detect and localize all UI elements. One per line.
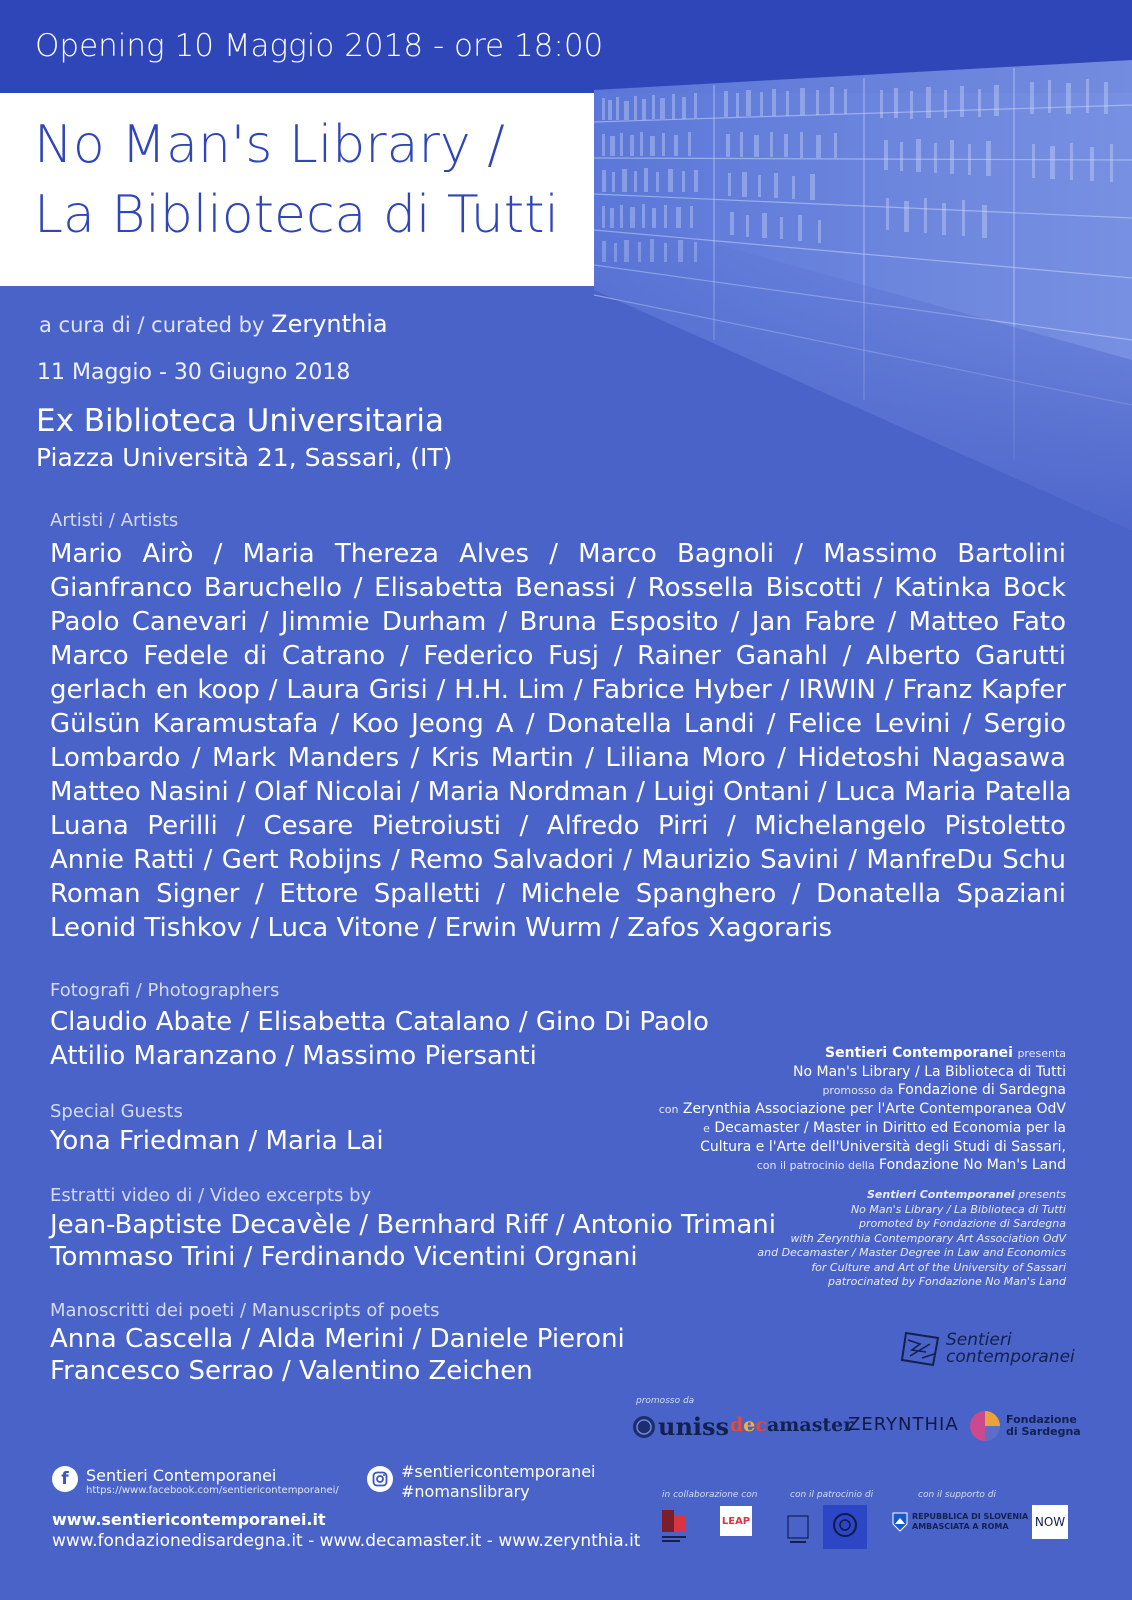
credits-english: Sentieri Contemporanei presents No Man's Library / La Biblioteca di Tutti promoted by Fondazione di Sardegna with Zerynthia Contemporary Art Association OdV and Decamaster / Master Degree in Law and Economics for Culture and Art of the University of Sassari patrocinated by Fondazione No Man's Land xyxy=(757,1188,1066,1288)
video-label: Estratti video di / Video excerpts by xyxy=(50,1185,372,1206)
artists-label: Artisti / Artists xyxy=(50,510,179,531)
guests-label: Special Guests xyxy=(50,1101,183,1122)
photographers-line: Claudio Abate / Elisabetta Catalano / Gino Di Paolo xyxy=(50,1007,709,1037)
artist-line: Leonid Tishkov / Luca Vitone / Erwin Wurm / Zafos Xagoraris xyxy=(50,913,833,943)
artist-line: Gülsün Karamustafa / Koo Jeong A / Donatella Landi / Felice Levini / Sergio xyxy=(50,709,1066,739)
photographers-label: Fotografi / Photographers xyxy=(50,980,280,1001)
instagram-tag[interactable]: #nomanslibrary xyxy=(401,1482,530,1501)
venue-name: Ex Biblioteca Universitaria xyxy=(36,403,445,439)
title-box xyxy=(0,93,594,286)
artist-line: Mario Airò / Maria Thereza Alves / Marco Bagnoli / Massimo Bartolini xyxy=(50,539,1066,569)
artist-line: Gianfranco Baruchello / Elisabetta Benassi / Rossella Biscotti / Katinka Bock xyxy=(50,573,1066,603)
facebook-url[interactable]: https://www.facebook.com/sentiericontemporanei/ xyxy=(86,1485,339,1496)
instagram-tag[interactable]: #sentiericontemporanei xyxy=(401,1462,596,1481)
curated-by xyxy=(39,310,388,338)
artist-line: Annie Ratti / Gert Robijns / Remo Salvadori / Maurizio Savini / ManfreDu Schu xyxy=(50,845,1066,875)
promoted-by-label: promosso da xyxy=(636,1396,695,1406)
collaboration-label: in collaborazione con xyxy=(662,1490,758,1500)
artist-line: Luana Perilli / Cesare Pietroiusti / Alfredo Pirri / Michelangelo Pistoletto xyxy=(50,811,1066,841)
curator-name: Zerynthia xyxy=(271,310,388,338)
exhibition-dates: 11 Maggio - 30 Giugno 2018 xyxy=(37,360,351,385)
instagram-block xyxy=(367,1462,596,1502)
poets-label: Manoscritti dei poeti / Manuscripts of poets xyxy=(50,1300,440,1321)
title-line-2: La Biblioteca di Tutti xyxy=(34,185,559,245)
video-line: Tommaso Trini / Ferdinando Vicentini Orgnani xyxy=(50,1242,638,1272)
venue-address: Piazza Università 21, Sassari, (IT) xyxy=(36,443,453,472)
bookshelf-illustration xyxy=(594,60,1132,530)
artist-line: gerlach en koop / Laura Grisi / H.H. Lim / Fabrice Hyber / IRWIN / Franz Kapfer xyxy=(50,675,1066,705)
fondazione-sardegna-logo: Fondazione di Sardegna xyxy=(968,1409,1081,1443)
zerynthia-logo: ZERYNTHIA xyxy=(848,1414,959,1435)
no-mans-land-logo-icon xyxy=(786,1512,810,1546)
facebook-icon: f xyxy=(52,1466,78,1492)
credits-org: Sentieri Contemporanei xyxy=(824,1045,1013,1061)
patronage-label: con il patrocinio di xyxy=(790,1490,874,1500)
uniss-seal-icon xyxy=(632,1415,656,1439)
fondazione-mark-icon xyxy=(968,1409,1002,1443)
sentieri-mark-icon xyxy=(900,1330,940,1368)
slovenia-coat-of-arms-icon xyxy=(892,1512,908,1532)
guests-line: Yona Friedman / Maria Lai xyxy=(50,1126,384,1156)
instagram-icon xyxy=(367,1466,393,1492)
slovenia-embassy-logo: REPUBBLICA DI SLOVENIA AMBASCIATA A ROMA xyxy=(892,1512,1028,1532)
poets-line: Anna Cascella / Alda Merini / Daniele Pieroni xyxy=(50,1324,625,1354)
artist-line: Matteo Nasini / Olaf Nicolai / Maria Nordman / Luigi Ontani / Luca Maria Patella xyxy=(50,777,1072,807)
poets-line: Francesco Serrao / Valentino Zeichen xyxy=(50,1356,533,1386)
artist-line: Lombardo / Mark Manders / Kris Martin / Liliana Moro / Hidetoshi Nagasawa xyxy=(50,743,1066,773)
website-main[interactable]: www.sentiericontemporanei.it xyxy=(52,1510,326,1529)
artist-line: Paolo Canevari / Jimmie Durham / Bruna Esposito / Jan Fabre / Matteo Fato xyxy=(50,607,1066,637)
video-line: Jean-Baptiste Decavèle / Bernhard Riff / Antonio Trimani xyxy=(50,1210,776,1240)
facebook-name: Sentieri Contemporanei xyxy=(86,1466,277,1485)
uniss-logo: uniss xyxy=(632,1412,729,1441)
curated-prefix: a cura di / curated by xyxy=(39,313,265,337)
artist-line: Marco Fedele di Catrano / Federico Fusj / Rainer Ganahl / Alberto Garutti xyxy=(50,641,1066,671)
facebook-block xyxy=(52,1466,339,1496)
leap-logo: LEAP xyxy=(720,1506,752,1536)
accademia-logo-icon xyxy=(660,1506,688,1546)
support-label: con il supporto di xyxy=(918,1490,997,1500)
patronage-seal-icon xyxy=(823,1505,867,1549)
title-line-1: No Man's Library / xyxy=(34,115,505,175)
opening-date: Opening 10 Maggio 2018 - ore 18:00 xyxy=(35,28,604,64)
artist-line: Roman Signer / Ettore Spalletti / Michele Spanghero / Donatella Spaziani xyxy=(50,879,1066,909)
website-list[interactable]: www.fondazionedisardegna.it - www.decamaster.it - www.zerynthia.it xyxy=(52,1531,641,1551)
decamaster-logo: d e c amaster xyxy=(730,1414,854,1436)
photographers-line: Attilio Maranzano / Massimo Piersanti xyxy=(50,1041,537,1071)
credits-italian: Sentieri Contemporanei presenta No Man's Library / La Biblioteca di Tutti promosso da Fondazione di Sardegna con Zerynthia Associazione per l'Arte Contemporanea OdV e Decamaster / Master in Diritto ed Economia per la Cultura e l'Arte dell'Università degli Studi di Sassari, con il patrocinio della Fondazione No Man's Land xyxy=(658,1045,1066,1173)
now-logo: NOW xyxy=(1032,1505,1068,1539)
sentieri-contemporanei-logo: Sentieri contemporanei xyxy=(900,1330,1075,1368)
